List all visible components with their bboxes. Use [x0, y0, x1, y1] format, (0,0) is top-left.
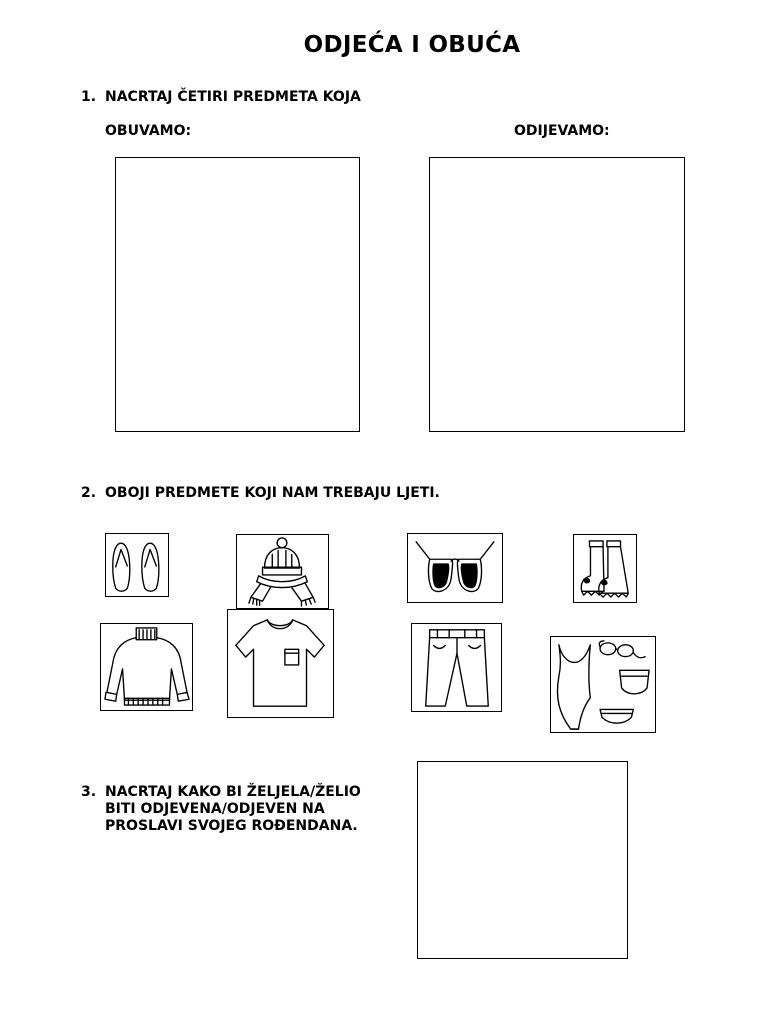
swimsuit-goggles-icon[interactable]: [550, 636, 656, 733]
task-3-heading: [81, 784, 411, 844]
task-1-text: NACRTAJ ČETIRI PREDMETA KOJA: [105, 89, 361, 105]
winter-hat-scarf-icon[interactable]: [236, 534, 329, 609]
page-title: ODJEĆA I OBUĆA: [303, 32, 521, 58]
task-3-number: 3.: [81, 784, 97, 800]
task-1-heading: [81, 89, 481, 109]
task-3-line-3: PROSLAVI SVOJEG ROĐENDANA.: [105, 818, 358, 834]
right-label: ODIJEVAMO:: [514, 123, 610, 139]
task-2-heading: [81, 485, 581, 505]
task-1-number: 1.: [81, 89, 97, 105]
task-2-text: OBOJI PREDMETE KOJI NAM TREBAJU LJETI.: [105, 485, 440, 501]
sunglasses-icon[interactable]: [407, 533, 503, 603]
left-label: OBUVAMO:: [105, 123, 192, 139]
drawing-box-clothing[interactable]: [429, 157, 685, 432]
sweater-icon[interactable]: [100, 623, 193, 711]
rubber-boots-icon[interactable]: [573, 534, 637, 603]
drawing-box-birthday[interactable]: [417, 761, 628, 959]
drawing-box-footwear[interactable]: [115, 157, 360, 432]
task-3-line-1: NACRTAJ KAKO BI ŽELJELA/ŽELIO: [105, 784, 361, 800]
flip-flops-icon[interactable]: [105, 533, 169, 597]
task-2-number: 2.: [81, 485, 97, 501]
t-shirt-icon[interactable]: [227, 609, 334, 718]
task-3-line-2: BITI ODJEVENA/ODJEVEN NA: [105, 801, 325, 817]
trousers-icon[interactable]: [411, 623, 502, 712]
